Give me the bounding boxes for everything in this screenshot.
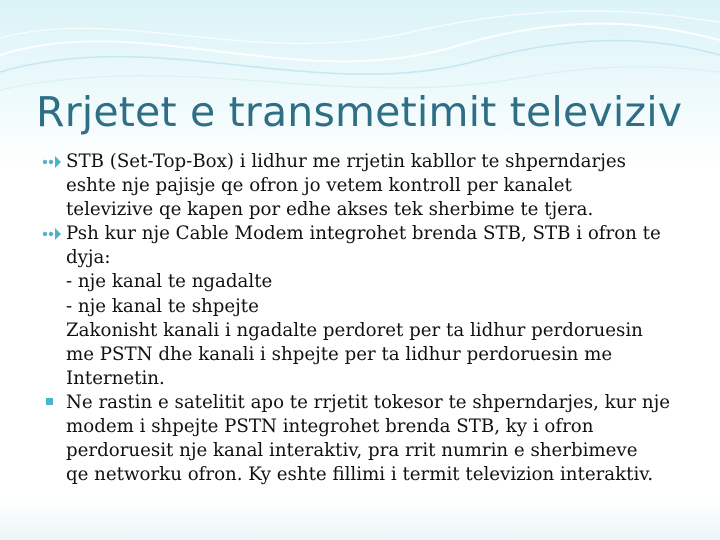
bullet-text-line: Psh kur nje Cable Modem integrohet brenda STB, STB i ofron te — [66, 223, 661, 245]
bullet-text-line: - nje kanal te ngadalte — [66, 271, 273, 293]
header-background — [0, 0, 720, 170]
slide-body — [40, 150, 690, 487]
bullet-text-line: Ne rastin e satelitit apo te rrjetit tokesor te shperndarjes, kur nje — [66, 391, 670, 413]
bullet-text-line: perdoruesit nje kanal interaktiv, pra rrit numrin e sherbimeve — [66, 440, 638, 462]
bullet-text-line: eshte nje pajisje qe ofron jo vetem kontroll per kanalet — [66, 175, 572, 197]
bullet-text-line: Internetin. — [66, 367, 165, 389]
bullet-text-line: televizive qe kapen por edhe akses tek sherbime te tjera. — [66, 199, 594, 221]
bullet-text-line: dyja: — [66, 247, 111, 269]
bullet-text-line: modem i shpejte PSTN integrohet brenda STB, ky i ofron — [66, 416, 594, 438]
arrow-bullet-icon — [40, 222, 64, 246]
arrow-bullet-icon — [40, 150, 64, 174]
slide-title: Rrjetet e transmetimit televiziv — [36, 88, 683, 136]
bullet-text-line: me PSTN dhe kanali i shpejte per ta lidhur perdoruesin me — [66, 343, 613, 365]
square-bullet-icon — [40, 391, 64, 415]
bullet-text-line: qe networku ofron. Ky eshte fillimi i termit televizion interaktiv. — [66, 464, 654, 486]
bullet-text-line: - nje kanal te shpejte — [66, 295, 259, 317]
bullet-text-line: STB (Set-Top-Box) i lidhur me rrjetin kabllor te shperndarjes — [66, 151, 626, 172]
footer-background — [0, 500, 720, 540]
bullet-item — [40, 391, 690, 487]
bullet-item — [40, 222, 690, 391]
bullet-item — [40, 150, 690, 222]
bullet-text-line: Zakonisht kanali i ngadalte perdoret per ta lidhur perdoruesin — [66, 319, 643, 341]
